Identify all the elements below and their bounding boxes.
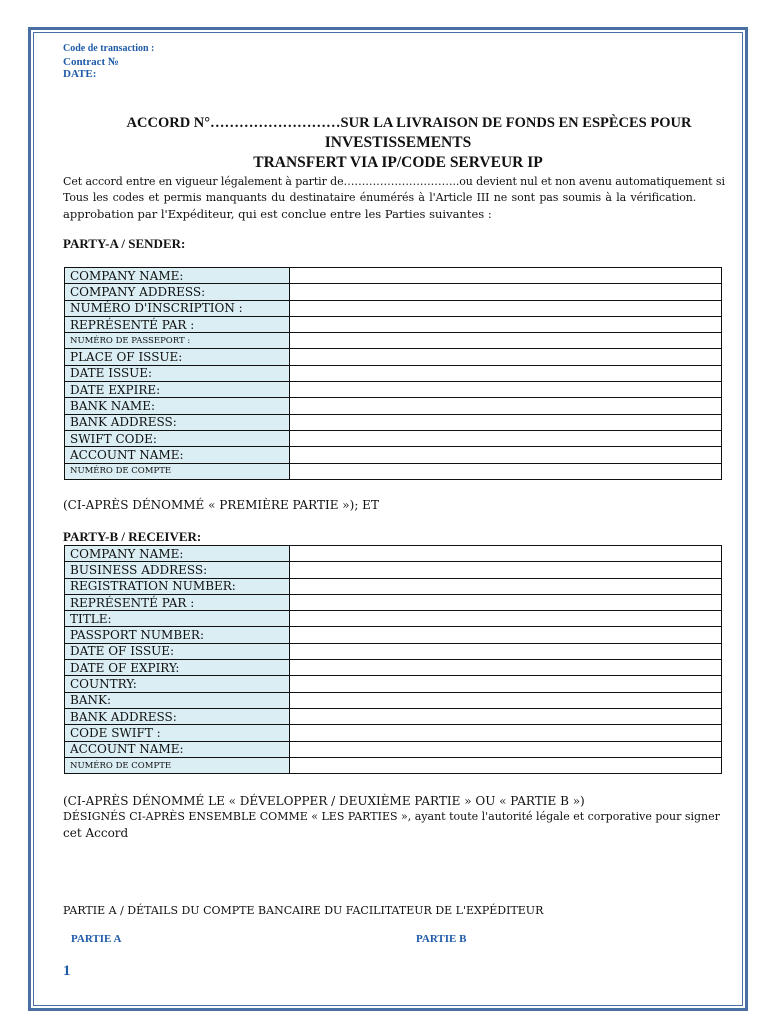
- party-a-field-value[interactable]: [290, 300, 722, 316]
- party-b-row: [65, 546, 722, 562]
- party-a-field-value[interactable]: [290, 284, 722, 300]
- party-a-field-label: NUMÉRO D'INSCRIPTION :: [65, 300, 290, 316]
- party-a-row: [65, 300, 722, 316]
- party-a-row: [65, 268, 722, 284]
- agreement-title-line3: TRANSFERT VIA IP/CODE SERVEUR IP: [253, 154, 543, 171]
- party-a-row: [65, 398, 722, 414]
- party-a-field-label: SWIFT CODE:: [65, 430, 290, 446]
- party-b-field-label: ACCOUNT NAME:: [65, 741, 290, 757]
- party-a-field-value[interactable]: [290, 333, 722, 349]
- party-a-row: [65, 447, 722, 463]
- party-b-row: [65, 643, 722, 659]
- party-a-field-value[interactable]: [290, 316, 722, 332]
- party-b-row: [65, 594, 722, 610]
- party-b-field-label: DATE OF ISSUE:: [65, 643, 290, 659]
- party-a-field-value[interactable]: [290, 430, 722, 446]
- party-b-field-label: REPRÉSENTÉ PAR :: [65, 594, 290, 610]
- party-b-row: [65, 562, 722, 578]
- party-a-field-label: BANK NAME:: [65, 398, 290, 414]
- date-label: DATE:: [63, 68, 97, 80]
- party-b-field-value[interactable]: [290, 578, 722, 594]
- party-a-row: [65, 382, 722, 398]
- intro-line-3: approbation par l'Expéditeur, qui est conclue entre les Parties suivantes :: [63, 207, 492, 221]
- party-b-field-value[interactable]: [290, 643, 722, 659]
- party-a-designation: (CI-APRÈS DÉNOMMÉ « PREMIÈRE PARTIE »); ET: [63, 498, 379, 512]
- party-a-row: [65, 349, 722, 365]
- party-b-row: [65, 708, 722, 724]
- party-a-field-label: ACCOUNT NAME:: [65, 447, 290, 463]
- party-b-field-value[interactable]: [290, 562, 722, 578]
- contract-number-label: Contract №: [63, 56, 119, 68]
- party-b-field-value[interactable]: [290, 676, 722, 692]
- party-b-row: [65, 676, 722, 692]
- party-b-field-label: DATE OF EXPIRY:: [65, 660, 290, 676]
- party-a-field-value[interactable]: [290, 463, 722, 479]
- party-b-row: [65, 725, 722, 741]
- agreement-title-line1: ACCORD N°………………………SUR LA LIVRAISON DE FONDS EN ESPÈCES POUR: [126, 115, 692, 131]
- party-b-field-value[interactable]: [290, 594, 722, 610]
- party-a-field-label: DATE EXPIRE:: [65, 382, 290, 398]
- party-a-field-value[interactable]: [290, 414, 722, 430]
- party-a-field-label: DATE ISSUE:: [65, 365, 290, 381]
- party-a-row: [65, 365, 722, 381]
- party-a-field-value[interactable]: [290, 382, 722, 398]
- party-b-field-value[interactable]: [290, 692, 722, 708]
- designation-line-2: cet Accord: [63, 826, 129, 840]
- agreement-title-line2: INVESTISSEMENTS: [324, 134, 472, 151]
- page-number: 1: [63, 963, 71, 979]
- party-a-field-label: REPRÉSENTÉ PAR :: [65, 316, 290, 332]
- party-b-field-value[interactable]: [290, 546, 722, 562]
- facilitator-heading: PARTIE A / DÉTAILS DU COMPTE BANCAIRE DU FACILITATEUR DE L'EXPÉDITEUR: [63, 904, 544, 917]
- party-b-field-label: BANK:: [65, 692, 290, 708]
- party-b-field-label: BUSINESS ADDRESS:: [65, 562, 290, 578]
- party-a-field-value[interactable]: [290, 349, 722, 365]
- intro-line-1: Cet accord entre en vigueur légalement à partir de…………………………..ou devient nul et non avenu automatiquement si: [63, 175, 725, 188]
- party-a-row: [65, 316, 722, 332]
- party-b-field-label: COUNTRY:: [65, 676, 290, 692]
- party-b-field-value[interactable]: [290, 757, 722, 773]
- party-b-field-label: REGISTRATION NUMBER:: [65, 578, 290, 594]
- party-a-field-label: PLACE OF ISSUE:: [65, 349, 290, 365]
- transaction-code-label: Code de transaction :: [63, 43, 155, 54]
- party-b-row: [65, 627, 722, 643]
- party-b-heading: PARTY-B / RECEIVER:: [63, 529, 202, 544]
- party-b-field-value[interactable]: [290, 741, 722, 757]
- party-a-field-label: NUMÉRO DE PASSEPORT :: [65, 333, 290, 349]
- party-b-field-value[interactable]: [290, 725, 722, 741]
- party-b-field-value[interactable]: [290, 660, 722, 676]
- party-b-field-label: PASSPORT NUMBER:: [65, 627, 290, 643]
- party-a-field-value[interactable]: [290, 365, 722, 381]
- party-b-field-label: BANK ADDRESS:: [65, 708, 290, 724]
- party-b-field-value[interactable]: [290, 611, 722, 627]
- party-b-field-label: TITLE:: [65, 611, 290, 627]
- party-b-table: [64, 545, 722, 774]
- party-b-field-label: NUMÉRO DE COMPTE: [65, 757, 290, 773]
- party-b-row: [65, 660, 722, 676]
- party-b-field-label: COMPANY NAME:: [65, 546, 290, 562]
- designation-line-1: DÉSIGNÉS CI-APRÈS ENSEMBLE COMME « LES PARTIES », ayant toute l'autorité légale et corporative pour signer: [63, 810, 720, 823]
- party-b-row: [65, 611, 722, 627]
- party-b-field-label: CODE SWIFT :: [65, 725, 290, 741]
- party-b-field-value[interactable]: [290, 708, 722, 724]
- party-a-field-label: BANK ADDRESS:: [65, 414, 290, 430]
- party-a-field-label: COMPANY NAME:: [65, 268, 290, 284]
- party-b-row: [65, 757, 722, 773]
- signature-party-b-label: PARTIE B: [416, 933, 467, 945]
- party-a-row: [65, 333, 722, 349]
- party-b-field-value[interactable]: [290, 627, 722, 643]
- signature-party-a-label: PARTIE A: [71, 933, 122, 945]
- party-a-heading: PARTY-A / SENDER:: [63, 236, 186, 251]
- party-b-designation: (CI-APRÈS DÉNOMMÉ LE « DÉVELOPPER / DEUXIÈME PARTIE » OU « PARTIE B »): [63, 794, 585, 808]
- party-a-table: [64, 267, 722, 480]
- party-a-row: [65, 463, 722, 479]
- party-a-row: [65, 430, 722, 446]
- party-b-row: [65, 692, 722, 708]
- party-a-field-label: COMPANY ADDRESS:: [65, 284, 290, 300]
- intro-line-2: Tous les codes et permis manquants du destinataire énumérés à l'Article III ne sont pas soumis à la vérification.: [63, 191, 697, 204]
- party-a-row: [65, 284, 722, 300]
- party-a-field-value[interactable]: [290, 447, 722, 463]
- party-b-row: [65, 741, 722, 757]
- party-a-row: [65, 414, 722, 430]
- party-b-row: [65, 578, 722, 594]
- party-a-field-value[interactable]: [290, 268, 722, 284]
- party-a-field-value[interactable]: [290, 398, 722, 414]
- party-a-field-label: NUMÉRO DE COMPTE: [65, 463, 290, 479]
